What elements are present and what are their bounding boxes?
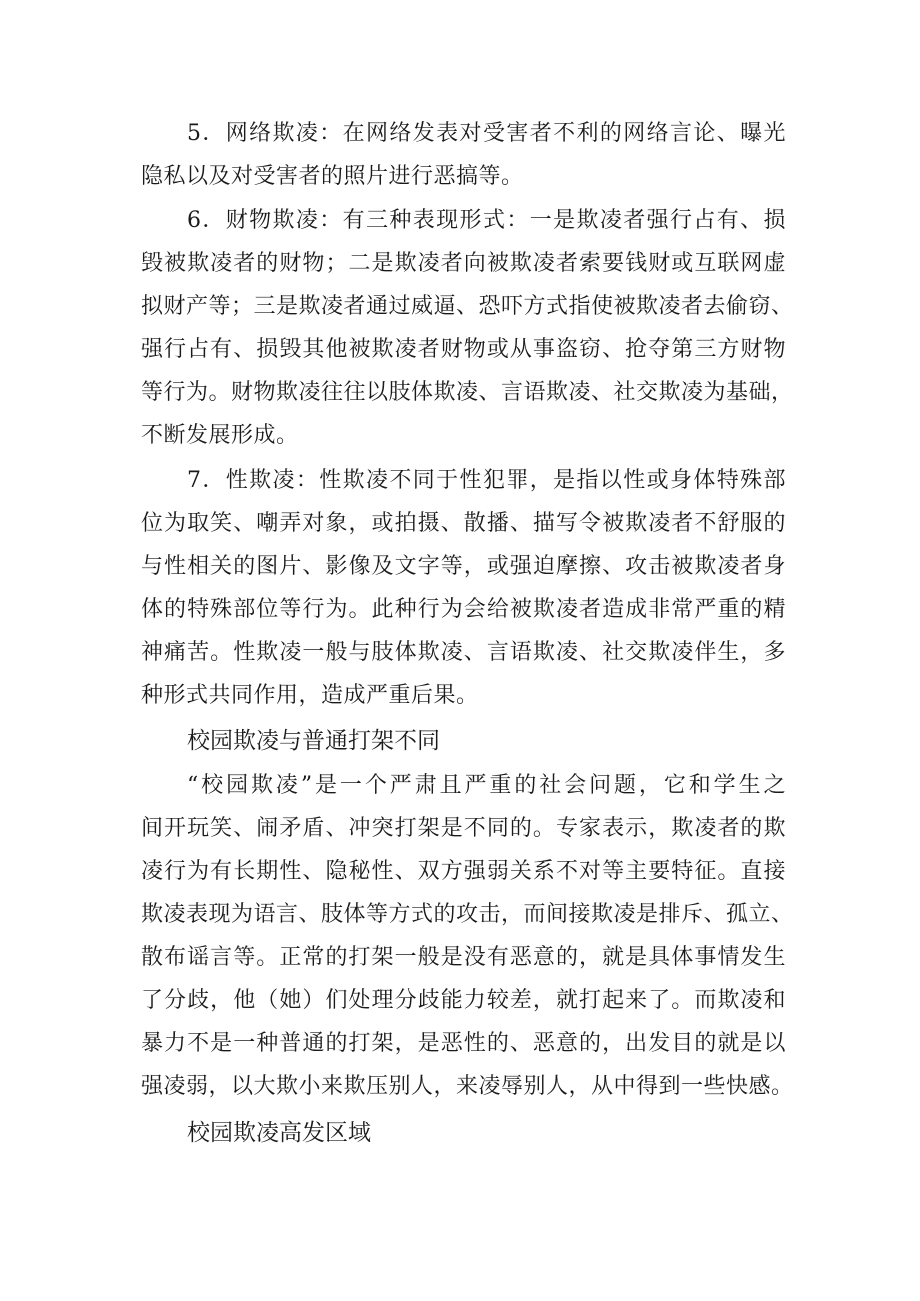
section-heading-bullying-vs-fighting: 校园欺凌与普通打架不同 bbox=[187, 728, 440, 754]
text-line: 暴力不是一种普通的打架，是恶性的、恶意的，出发目的就是以 bbox=[141, 1031, 786, 1056]
paragraph-bullying-vs-fighting bbox=[141, 764, 794, 1108]
paragraph-cyber-bullying bbox=[141, 112, 786, 198]
text-line: 隐私以及对受害者的照片进行恶搞等。 bbox=[141, 164, 524, 189]
text-line: 欺凌表现为语言、肢体等方式的攻击，而间接欺凌是排斥、孤立、 bbox=[141, 902, 794, 927]
text-line: 不断发展形成。 bbox=[141, 423, 299, 448]
text-line: 毁被欺凌者的财物；二是欺凌者向被欺凌者索要钱财或互联网虚 bbox=[141, 251, 786, 276]
text-line: 拟财产等；三是欺凌者通过威逼、恐吓方式指使被欺凌者去偷窃、 bbox=[141, 294, 794, 319]
paragraph-sexual-bullying bbox=[141, 459, 786, 717]
text-line: 6．财物欺凌：有三种表现形式：一是欺凌者强行占有、损 bbox=[187, 208, 786, 233]
text-line: 与性相关的图片、影像及文字等，或强迫摩擦、攻击被欺凌者身 bbox=[141, 554, 786, 579]
text-line: 散布谣言等。正常的打架一般是没有恶意的，就是具体事情发生 bbox=[141, 945, 786, 970]
text-line: 7．性欺凌：性欺凌不同于性犯罪，是指以性或身体特殊部 bbox=[187, 468, 786, 493]
text-line: 位为取笑、嘲弄对象，或拍摄、散播、描写令被欺凌者不舒服的 bbox=[141, 511, 786, 536]
text-line: 体的特殊部位等行为。此种行为会给被欺凌者造成非常严重的精 bbox=[141, 597, 786, 622]
text-line: 了分歧，他（她）们处理分歧能力较差，就打起来了。而欺凌和 bbox=[141, 988, 786, 1013]
section-heading-high-incidence-areas: 校园欺凌高发区域 bbox=[187, 1120, 371, 1146]
text-line: 强凌弱，以大欺小来欺压别人，来凌辱别人，从中得到一些快感。 bbox=[141, 1074, 794, 1099]
paragraph-property-bullying bbox=[141, 199, 794, 457]
text-line: 强行占有、损毁其他被欺凌者财物或从事盗窃、抢夺第三方财物 bbox=[141, 337, 786, 362]
text-line: 5．网络欺凌：在网络发表对受害者不利的网络言论、曝光 bbox=[187, 121, 786, 146]
text-line: 等行为。财物欺凌往往以肢体欺凌、言语欺凌、社交欺凌为基础， bbox=[141, 380, 794, 405]
text-line: 凌行为有长期性、隐秘性、双方强弱关系不对等主要特征。直接 bbox=[141, 859, 786, 884]
text-line: 种形式共同作用，造成严重后果。 bbox=[141, 683, 479, 708]
text-line: 神痛苦。性欺凌一般与肢体欺凌、言语欺凌、社交欺凌伴生，多 bbox=[141, 640, 786, 665]
text-line: 间开玩笑、闹矛盾、冲突打架是不同的。专家表示，欺凌者的欺 bbox=[141, 816, 786, 841]
text-line: “校园欺凌”是一个严肃且严重的社会问题，它和学生之 bbox=[187, 773, 786, 798]
